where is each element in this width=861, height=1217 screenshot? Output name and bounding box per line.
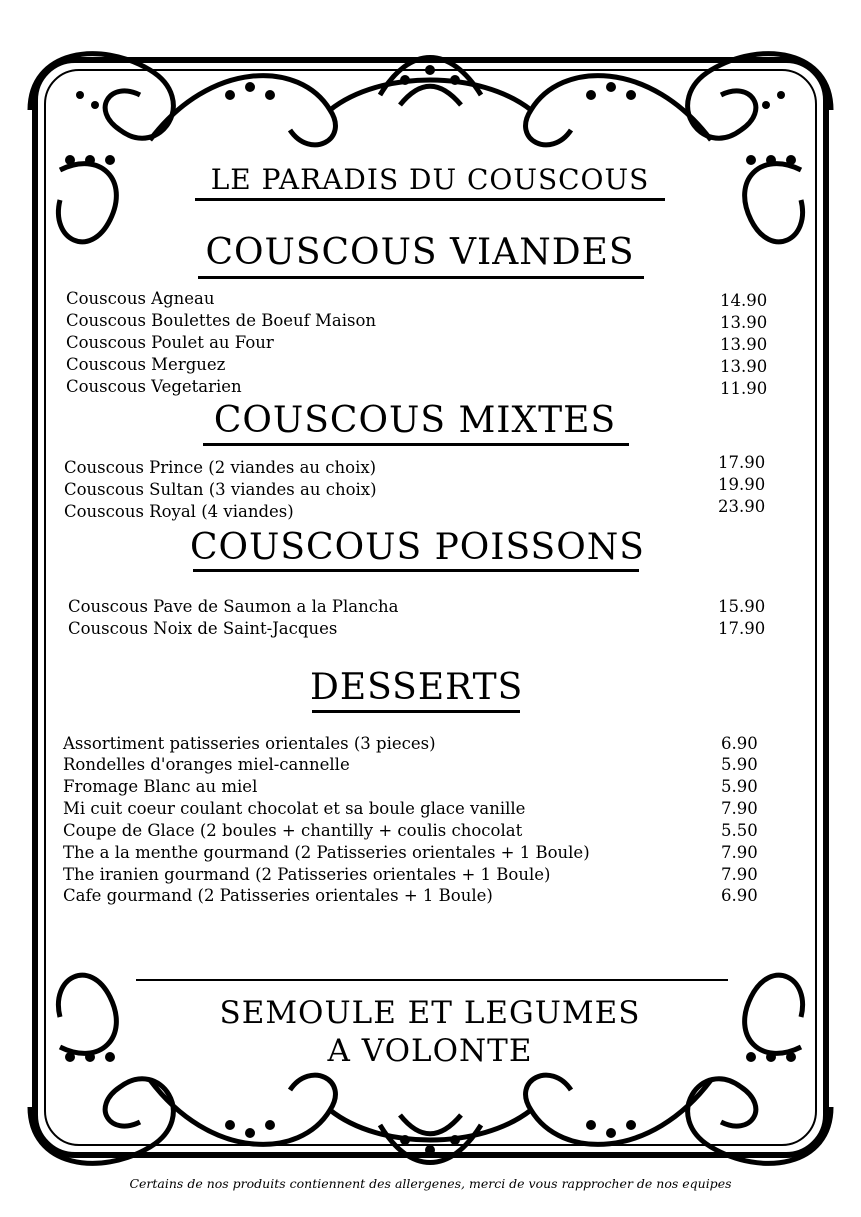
menu-item-price: 7.90: [721, 843, 758, 862]
section-title-desserts: DESSERTS: [310, 667, 524, 708]
restaurant-title: LE PARADIS DU COUSCOUS: [210, 163, 650, 196]
menu-item-name: Cafe gourmand (2 Patisseries orientales + 1 Boule): [63, 886, 493, 905]
menu-item-price: 13.90: [720, 357, 768, 376]
menu-item-name: Couscous Vegetarien: [66, 377, 242, 396]
top-left-corner-ornament: [30, 54, 173, 242]
menu-item-name: Couscous Pave de Saumon a la Plancha: [68, 597, 399, 616]
menu-item-price: 13.90: [720, 335, 768, 354]
menu-item-price: 5.90: [721, 755, 758, 774]
menu-item-name: Couscous Royal (4 viandes): [64, 502, 294, 521]
menu-item-name: Couscous Noix de Saint-Jacques: [68, 619, 338, 638]
menu-item-price: 11.90: [720, 379, 768, 398]
menu-item-name: Fromage Blanc au miel: [63, 777, 258, 796]
menu-item-price: 5.50: [721, 821, 758, 840]
section-title-viandes: COUSCOUS VIANDES: [205, 232, 635, 273]
section-underline-poissons: [193, 569, 639, 572]
menu-item-name: Couscous Sultan (3 viandes au choix): [64, 480, 377, 499]
menu-item-price: 7.90: [721, 799, 758, 818]
footer-divider: [136, 979, 728, 981]
menu-item-name: Couscous Agneau: [66, 289, 215, 308]
menu-item-name: Couscous Prince (2 viandes au choix): [64, 458, 377, 477]
menu-item-price: 6.90: [721, 886, 758, 905]
menu-item-price: 6.90: [721, 734, 758, 753]
section-title-poissons: COUSCOUS POISSONS: [190, 527, 645, 568]
menu-item-name: The iranien gourmand (2 Patisseries orientales + 1 Boule): [63, 865, 551, 884]
top-right-corner-ornament: [688, 54, 831, 242]
menu-item-name: The a la menthe gourmand (2 Patisseries orientales + 1 Boule): [63, 843, 590, 862]
menu-item-price: 23.90: [718, 497, 766, 516]
menu-item-name: Couscous Boulettes de Boeuf Maison: [66, 311, 377, 330]
allergen-note: Certains de nos produits contiennent des allergenes, merci de vous rapprocher de nos equipes: [129, 1176, 732, 1191]
menu-item-price: 19.90: [718, 475, 766, 494]
menu-item-name: Couscous Poulet au Four: [66, 333, 274, 352]
menu-item-price: 13.90: [720, 313, 768, 332]
menu-item-price: 15.90: [718, 597, 766, 616]
section-underline-viandes: [198, 276, 644, 279]
menu-item-name: Couscous Merguez: [66, 355, 226, 374]
section-underline-desserts: [312, 710, 520, 713]
menu-item-price: 5.90: [721, 777, 758, 796]
menu-item-price: 14.90: [720, 291, 768, 310]
menu-item-name: Mi cuit coeur coulant chocolat et sa boule glace vanille: [63, 799, 526, 818]
menu-item-name: Assortiment patisseries orientales (3 pieces): [63, 734, 436, 753]
menu-item-price: 17.90: [718, 619, 766, 638]
section-underline-mixtes: [203, 443, 629, 446]
footer-line-1: SEMOULE ET LEGUMES: [219, 995, 641, 1031]
section-title-mixtes: COUSCOUS MIXTES: [213, 400, 617, 441]
footer-banner: [140, 994, 720, 1070]
menu-item-price: 7.90: [721, 865, 758, 884]
menu-item-price: 17.90: [718, 453, 766, 472]
menu-item-name: Coupe de Glace (2 boules + chantilly + coulis chocolat: [63, 821, 523, 840]
footer-line-2: A VOLONTE: [327, 1033, 533, 1069]
menu-item-name: Rondelles d'oranges miel-cannelle: [63, 755, 350, 774]
title-underline: [195, 198, 665, 201]
